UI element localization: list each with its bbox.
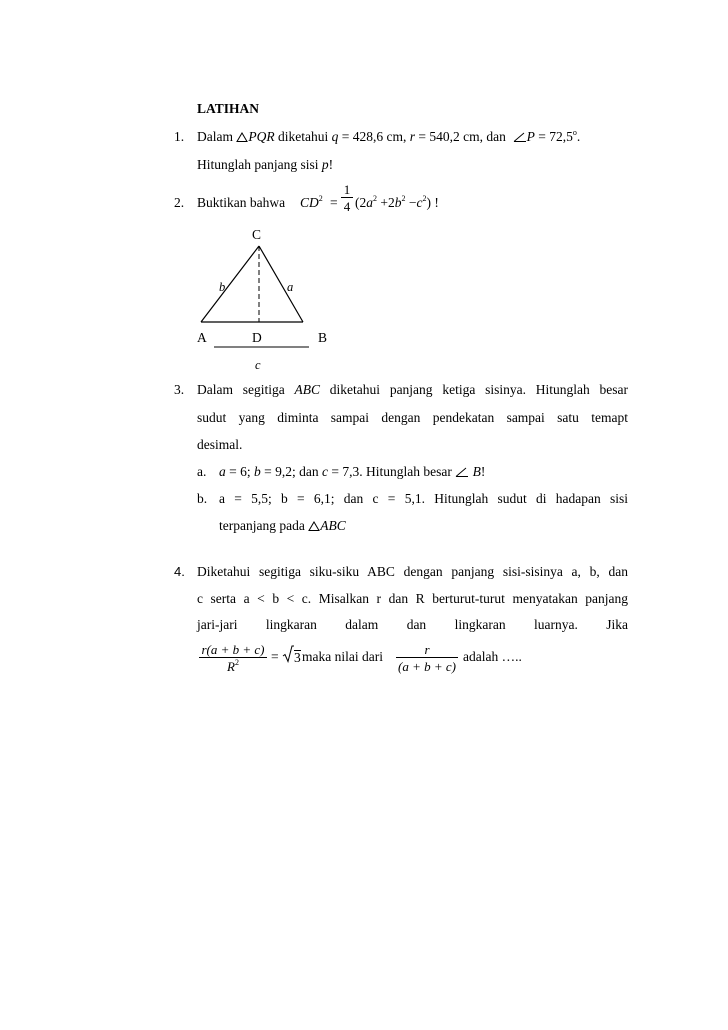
triangle-symbol-icon (308, 521, 320, 531)
formula-middle-text: maka nilai dari (302, 649, 383, 664)
side-label-a: a (287, 280, 294, 294)
subquestion-b-line-2: terpanjang pada ABC (219, 518, 346, 533)
side-label-b: b (219, 280, 226, 294)
question-number: 4. (174, 564, 185, 579)
fraction-r-over-sum: r (a + b + c) (396, 643, 458, 673)
angle-symbol-icon (455, 467, 469, 477)
point-label-d: D (252, 330, 262, 345)
question-4-line-3: jari-jari lingkaran dalam dan lingkaran luarnya. Jika (197, 617, 628, 632)
question-2-text: Buktikan bahwa (197, 195, 286, 210)
page-title: LATIHAN (197, 101, 260, 116)
subquestion-b-line-1: a = 5,5; b = 6,1; dan c = 5,1. Hitunglah sudut di hadapan sisi (219, 491, 628, 506)
vertex-label-a: A (197, 330, 207, 345)
angle-symbol-icon (513, 132, 527, 142)
question-4-line-2: c serta a < b < c. Misalkan r dan R berturut-turut menyatakan panjang (197, 591, 628, 606)
formula-expression: $(2a^2 +2b^2 -c^2)$ ! (355, 194, 439, 210)
question-number: 1. (174, 129, 185, 144)
vertex-label-b: B (318, 330, 328, 345)
subquestion-b-label: b. (197, 491, 208, 506)
question-3-line-3: desimal. (197, 437, 243, 452)
subquestion-a-text: a = 6; b = 9,2; dan c = 7,3. Hitunglah besar B! (219, 464, 486, 479)
formula-end-text: adalah ….. (463, 649, 522, 664)
sqrt-radicand: 3 (294, 650, 301, 665)
vertex-label-c: C (252, 227, 262, 242)
question-1-line-1: Dalam PQR diketahui q = 428,6 cm, r = 540,2 cm, dan $P = 72,5^o$. (197, 128, 581, 144)
equals-sign: = (330, 195, 338, 210)
question-number: 3. (174, 382, 185, 397)
side-label-c: c (255, 358, 261, 372)
fraction-one-quarter: 1 4 (341, 183, 353, 213)
question-3-line-1: Dalam segitiga ABC diketahui panjang ketiga sisinya. Hitunglah besar (197, 382, 628, 397)
question-4-line-1: Diketahui segitiga siku-siku ABC dengan panjang sisi-sisinya a, b, dan (197, 564, 628, 579)
square-root-icon (282, 645, 294, 663)
question-number: 2. (174, 195, 185, 210)
subquestion-a-label: a. (197, 464, 207, 479)
triangle-symbol-icon (236, 132, 248, 142)
formula-cd-squared: $CD^2$ (300, 194, 323, 210)
equals-sign: = (271, 649, 279, 664)
fraction-r-over-R-squared: r(a + b + c) $R^2$ (199, 643, 267, 673)
question-3-line-2: sudut yang diminta sampai dengan pendekatan sampai satu temapt (197, 410, 628, 425)
question-1-line-2: Hitunglah panjang sisi p! (197, 157, 334, 172)
